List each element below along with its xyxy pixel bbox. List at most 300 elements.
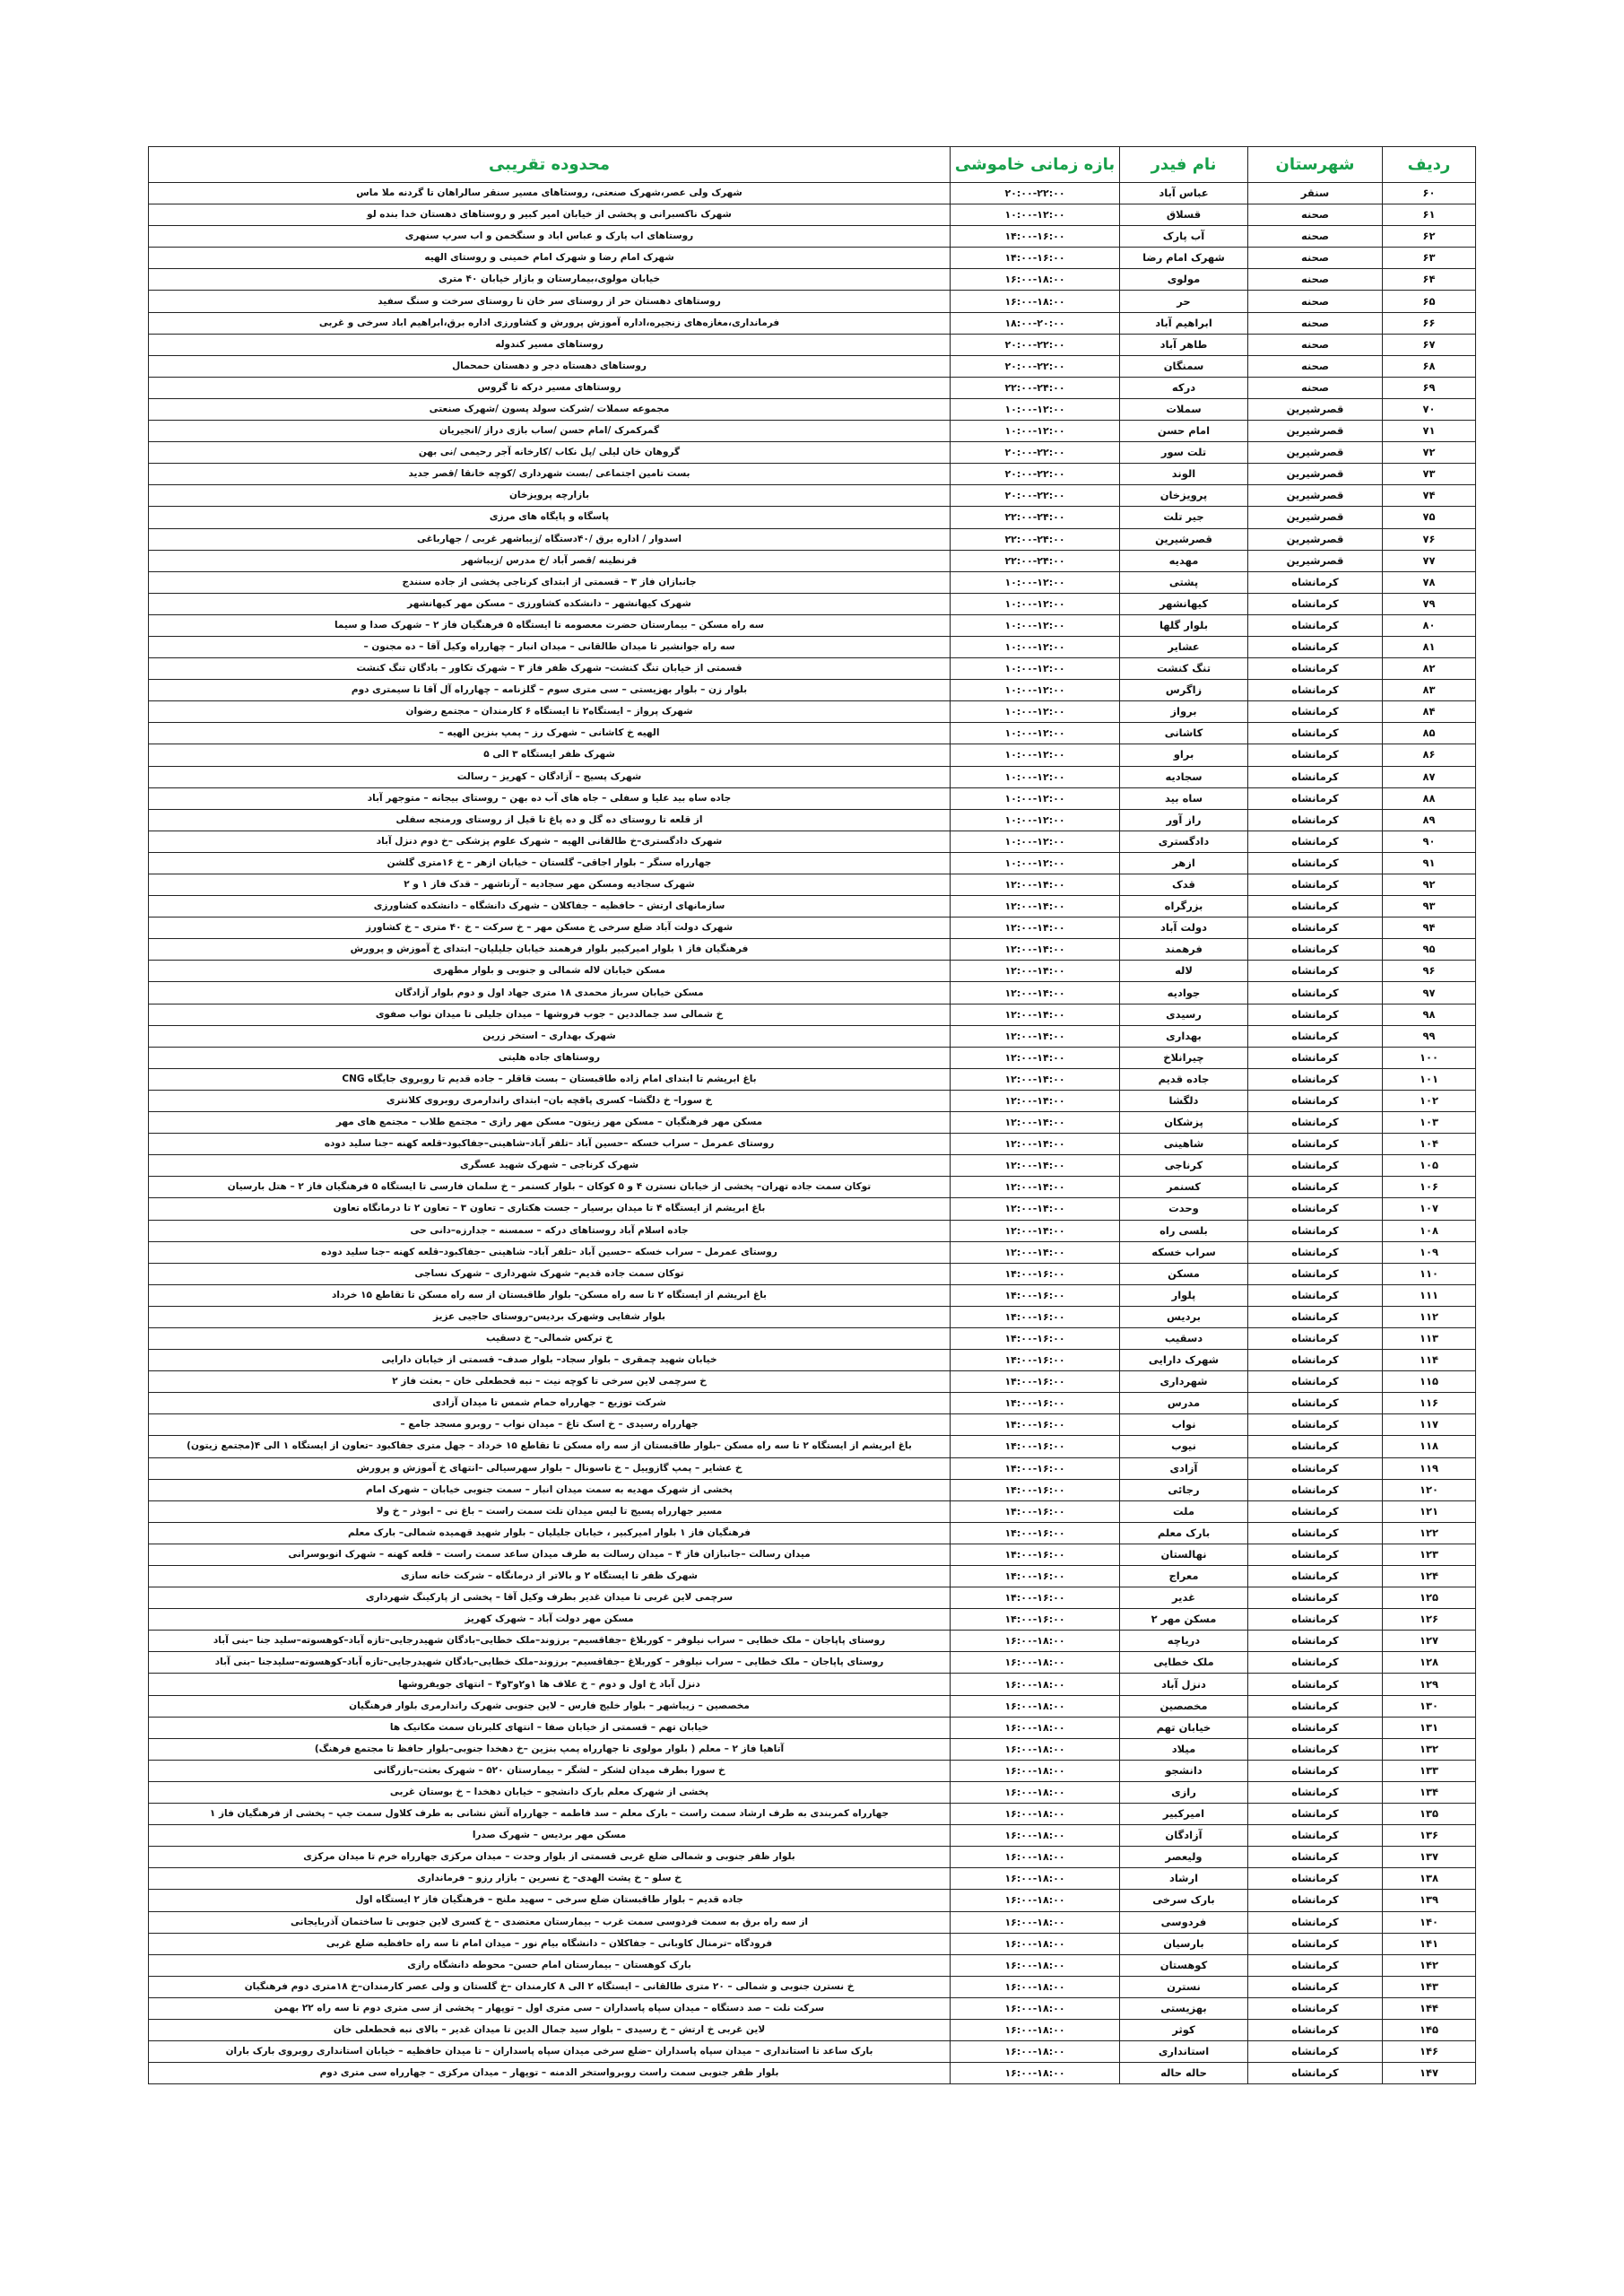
cell-row-number: ۱۳۶ bbox=[1383, 1825, 1476, 1847]
cell-outage-time: ۱۲:۰۰-۱۴:۰۰ bbox=[951, 1112, 1120, 1134]
cell-feeder: حر bbox=[1120, 291, 1248, 312]
cell-area: سه راه مسکن – بیمارستان حضرت معصومه تا ایستگاه ۵ فرهنگیان فاز ۲ – شهرک صدا و سیما bbox=[149, 614, 951, 636]
cell-row-number: ۷۸ bbox=[1383, 571, 1476, 593]
cell-feeder: بهزیستی bbox=[1120, 1997, 1248, 2019]
table-row bbox=[149, 1090, 1476, 1111]
cell-outage-time: ۱۴:۰۰-۱۶:۰۰ bbox=[951, 1350, 1120, 1371]
table-row bbox=[149, 1566, 1476, 1587]
cell-area: خ سلو – خ پشت الهدی– خ نسرین – بازار رزو – فرمانداری bbox=[149, 1868, 951, 1890]
cell-row-number: ۱۲۱ bbox=[1383, 1500, 1476, 1522]
cell-area: شهرک کیهانشهر – دانشکده کشاورزی – مسکن مهر کیهانشهر bbox=[149, 593, 951, 614]
cell-area: مسکن مهر دولت آباد – شهرک کهریز bbox=[149, 1609, 951, 1631]
cell-feeder: پشتی bbox=[1120, 571, 1248, 593]
table-row bbox=[149, 831, 1476, 852]
cell-outage-time: ۱۰:۰۰-۱۲:۰۰ bbox=[951, 831, 1120, 852]
cell-row-number: ۸۵ bbox=[1383, 723, 1476, 744]
cell-area: فرودگاه –ترمنال کاوبانی – جفاکلان – دانشگاه بیام نور – میدان امام تا سه راه حافظیه ضلع غربی bbox=[149, 1933, 951, 1954]
cell-area: شهرک دولت آباد ضلع سرخی خ مسکن مهر – خ سرکت – خ ۴۰ متری – خ کشاورز bbox=[149, 918, 951, 939]
table-row bbox=[149, 528, 1476, 550]
cell-feeder: دسقیب bbox=[1120, 1327, 1248, 1349]
cell-area: روستای پاپاجان – ملک خطایی – سراب نیلوفر – کوربلاغ –جفاقسیم– برزوند–ملک خطایی–بادگان شهیدرجایی–تازه آباد–کوهسوته–سلیدجنا –بنی آباد bbox=[149, 1652, 951, 1674]
cell-row-number: ۱۳۹ bbox=[1383, 1890, 1476, 1911]
cell-outage-time: ۱۰:۰۰-۱۲:۰۰ bbox=[951, 787, 1120, 809]
cell-outage-time: ۱۶:۰۰-۱۸:۰۰ bbox=[951, 1781, 1120, 1803]
table-row bbox=[149, 1544, 1476, 1565]
cell-area: مجموعه سملات /شرکت سولد پسون /شهرک صنعتی bbox=[149, 398, 951, 420]
cell-row-number: ۱۲۹ bbox=[1383, 1674, 1476, 1695]
cell-county: کرمانشاه bbox=[1248, 1781, 1383, 1803]
cell-area: جهارراه سنگر – بلوار اجاقی– گلستان – خیابان ازهر – خ ۱۶متری گلشن bbox=[149, 852, 951, 874]
cell-county: کرمانشاه bbox=[1248, 1717, 1383, 1738]
cell-county: کرمانشاه bbox=[1248, 2041, 1383, 2063]
cell-outage-time: ۱۰:۰۰-۱۲:۰۰ bbox=[951, 766, 1120, 787]
cell-row-number: ۱۰۹ bbox=[1383, 1241, 1476, 1263]
cell-area: خ ترکس شمالی– خ دسقیب bbox=[149, 1327, 951, 1349]
cell-area: خ سورا بطرف میدان لشکر – لشگر – بیمارستان ۵۲۰ – شهرک بعثت–بازرگانی bbox=[149, 1760, 951, 1781]
cell-row-number: ۶۵ bbox=[1383, 291, 1476, 312]
cell-outage-time: ۱۲:۰۰-۱۴:۰۰ bbox=[951, 874, 1120, 896]
cell-area: قسمتی از خیابان تنگ کنشت– شهرک ظفر فاز ۳ – شهرک تکاور – بادگان تنگ کنشت bbox=[149, 658, 951, 680]
cell-row-number: ۱۳۰ bbox=[1383, 1695, 1476, 1717]
cell-area: مسکن مهر فرهنگیان – مسکن مهر زیتون– مسکن مهر رازی – مجتمع طلاب – مجتمع های مهر bbox=[149, 1112, 951, 1134]
table-row bbox=[149, 1825, 1476, 1847]
cell-row-number: ۱۲۲ bbox=[1383, 1522, 1476, 1544]
cell-feeder: قدک bbox=[1120, 874, 1248, 896]
cell-area: الهیه خ کاشانی – شهرک رز – پمپ بنزین الهیه – bbox=[149, 723, 951, 744]
cell-outage-time: ۱۴:۰۰-۱۶:۰۰ bbox=[951, 1371, 1120, 1393]
cell-area: جانبازان فاز ۳ – قسمتی از ابتدای کرناجی پخشی از جاده سنندج bbox=[149, 571, 951, 593]
cell-row-number: ۹۶ bbox=[1383, 961, 1476, 982]
table-row bbox=[149, 809, 1476, 831]
cell-county: کرمانشاه bbox=[1248, 1997, 1383, 2019]
table-row bbox=[149, 1760, 1476, 1781]
cell-row-number: ۹۳ bbox=[1383, 896, 1476, 918]
outage-schedule-sheet bbox=[148, 146, 1475, 2084]
cell-row-number: ۱۰۷ bbox=[1383, 1198, 1476, 1220]
cell-feeder: بهداری bbox=[1120, 1025, 1248, 1047]
cell-row-number: ۱۲۸ bbox=[1383, 1652, 1476, 1674]
cell-area: روستاهای دهستاه دجر و دهستان حمحمال bbox=[149, 355, 951, 377]
cell-outage-time: ۱۲:۰۰-۱۴:۰۰ bbox=[951, 1004, 1120, 1025]
cell-area: مسکن مهر بردیس – شهرک صدرا bbox=[149, 1825, 951, 1847]
table-row bbox=[149, 680, 1476, 701]
cell-row-number: ۷۹ bbox=[1383, 593, 1476, 614]
cell-row-number: ۹۹ bbox=[1383, 1025, 1476, 1047]
cell-area: خ سرچمی لاین سرخی تا کوچه نیت – نبه قحطعلی خان – بعثت فاز ۲ bbox=[149, 1371, 951, 1393]
cell-feeder: تلت سور bbox=[1120, 442, 1248, 464]
cell-county: کرمانشاه bbox=[1248, 571, 1383, 593]
cell-county: کرمانشاه bbox=[1248, 1457, 1383, 1479]
cell-area: جاده اسلام آباد روستاهای درکه – سمسنه – جدارزه–دانی حی bbox=[149, 1220, 951, 1241]
cell-row-number: ۶۹ bbox=[1383, 377, 1476, 398]
cell-county: کرمانشاه bbox=[1248, 961, 1383, 982]
cell-outage-time: ۱۶:۰۰-۱۸:۰۰ bbox=[951, 1868, 1120, 1890]
cell-outage-time: ۱۲:۰۰-۱۴:۰۰ bbox=[951, 961, 1120, 982]
table-row bbox=[149, 1933, 1476, 1954]
cell-outage-time: ۱۶:۰۰-۱۸:۰۰ bbox=[951, 1717, 1120, 1738]
cell-row-number: ۱۰۱ bbox=[1383, 1068, 1476, 1090]
cell-row-number: ۱۳۸ bbox=[1383, 1868, 1476, 1890]
cell-county: کرمانشاه bbox=[1248, 1631, 1383, 1652]
cell-area: فرمانداری،مغازه‌های زنجیره،اداره آموزش پرورش و کشاورزی اداره برق،ابراهیم اباد سرخی و غربی bbox=[149, 312, 951, 334]
cell-row-number: ۱۱۵ bbox=[1383, 1371, 1476, 1393]
cell-area: از قلعه تا روستای ده گل و ده پاغ تا قیل از روستای ورمنجه سفلی bbox=[149, 809, 951, 831]
cell-feeder: غدیر bbox=[1120, 1587, 1248, 1609]
table-row bbox=[149, 1457, 1476, 1479]
cell-row-number: ۱۰۵ bbox=[1383, 1155, 1476, 1177]
cell-row-number: ۷۱ bbox=[1383, 421, 1476, 442]
header-outage-time: بازه زمانی خاموشی bbox=[951, 147, 1120, 183]
cell-outage-time: ۱۶:۰۰-۱۸:۰۰ bbox=[951, 291, 1120, 312]
cell-row-number: ۸۸ bbox=[1383, 787, 1476, 809]
cell-county: کرمانشاه bbox=[1248, 1500, 1383, 1522]
table-row bbox=[149, 1997, 1476, 2019]
cell-outage-time: ۱۴:۰۰-۱۶:۰۰ bbox=[951, 1306, 1120, 1327]
cell-outage-time: ۱۶:۰۰-۱۸:۰۰ bbox=[951, 2019, 1120, 2040]
cell-outage-time: ۱۴:۰۰-۱۶:۰۰ bbox=[951, 1327, 1120, 1349]
cell-row-number: ۱۱۰ bbox=[1383, 1263, 1476, 1284]
cell-area: پاسگاه و پایگاه های مرزی bbox=[149, 507, 951, 528]
table-row bbox=[149, 658, 1476, 680]
cell-row-number: ۱۳۷ bbox=[1383, 1847, 1476, 1868]
cell-feeder: شهرک امام رضا bbox=[1120, 248, 1248, 269]
table-row bbox=[149, 2063, 1476, 2084]
cell-row-number: ۱۲۳ bbox=[1383, 1544, 1476, 1565]
table-row bbox=[149, 269, 1476, 291]
cell-outage-time: ۱۶:۰۰-۱۸:۰۰ bbox=[951, 1674, 1120, 1695]
cell-row-number: ۸۲ bbox=[1383, 658, 1476, 680]
cell-row-number: ۷۶ bbox=[1383, 528, 1476, 550]
cell-area: بارک ساعد تا استانداری – میدان سپاه پاسداران –ضلع سرخی میدان سپاه پاسداران – تا میدان حافظیه – خیابان استانداری روبروی بارک باران bbox=[149, 2041, 951, 2063]
table-row bbox=[149, 1284, 1476, 1306]
cell-row-number: ۱۳۵ bbox=[1383, 1804, 1476, 1825]
cell-feeder: نهالستان bbox=[1120, 1544, 1248, 1565]
cell-outage-time: ۱۶:۰۰-۱۸:۰۰ bbox=[951, 1847, 1120, 1868]
cell-area: مخصصین – زیباشهر – بلوار خلیج فارس – لاین جنوبی شهرک راندارمری بلوار فرهنگیان bbox=[149, 1695, 951, 1717]
cell-feeder: مولوی bbox=[1120, 269, 1248, 291]
cell-area: گروهان خان لیلی /پل نکاب /کارخانه آجر رحیمی /نی بهن bbox=[149, 442, 951, 464]
cell-area: مسکن خیابان سرباز محمدی ۱۸ متری جهاد اول و دوم بلوار آزادگان bbox=[149, 982, 951, 1004]
table-row bbox=[149, 2041, 1476, 2063]
cell-outage-time: ۱۰:۰۰-۱۲:۰۰ bbox=[951, 809, 1120, 831]
cell-county: کرمانشاه bbox=[1248, 1241, 1383, 1263]
cell-row-number: ۱۰۰ bbox=[1383, 1047, 1476, 1068]
cell-feeder: کاشانی bbox=[1120, 723, 1248, 744]
cell-area: بارک کوهستان – بیمارستان امام حسن– محوطه دانشگاه رازی bbox=[149, 1954, 951, 1976]
cell-row-number: ۱۳۲ bbox=[1383, 1738, 1476, 1760]
table-row bbox=[149, 571, 1476, 593]
cell-feeder: سراب خسکه bbox=[1120, 1241, 1248, 1263]
cell-outage-time: ۲۰:۰۰-۲۲:۰۰ bbox=[951, 442, 1120, 464]
table-row bbox=[149, 1609, 1476, 1631]
cell-area: مسکن خیابان لاله شمالی و جنوبی و بلوار مطهری bbox=[149, 961, 951, 982]
cell-feeder: مسکن مهر ۲ bbox=[1120, 1609, 1248, 1631]
cell-area: شهرک بهداری – استخر زرین bbox=[149, 1025, 951, 1047]
cell-area: جهارراه رسیدی – خ اسک تاغ – میدان نواب – روبرو مسجد جامع – bbox=[149, 1414, 951, 1436]
cell-outage-time: ۲۲:۰۰-۲۴:۰۰ bbox=[951, 377, 1120, 398]
table-row bbox=[149, 421, 1476, 442]
cell-area: روستای پاپاجان – ملک خطایی – سراب نیلوفر – کوربلاغ –جفاقسیم– برزوند–ملک خطایی–بادگان شهیدرجایی–تازه آباد–کوهسوته–سلید جنا –بنی آباد bbox=[149, 1631, 951, 1652]
cell-outage-time: ۱۲:۰۰-۱۴:۰۰ bbox=[951, 1177, 1120, 1198]
cell-feeder: بزرگراه bbox=[1120, 896, 1248, 918]
table-row bbox=[149, 1500, 1476, 1522]
cell-county: کرمانشاه bbox=[1248, 1155, 1383, 1177]
cell-row-number: ۱۲۷ bbox=[1383, 1631, 1476, 1652]
cell-area: خ عشایر – پمپ گازوییل – خ ناسونال – بلوار سهرسیالی –انتهای خ آموزش و پرورش bbox=[149, 1457, 951, 1479]
cell-feeder: بارک معلم bbox=[1120, 1522, 1248, 1544]
cell-area: شهرک دادگستری–خ طالقانی الهیه – شهرک علوم پزشکی –خ دوم دنزل آباد bbox=[149, 831, 951, 852]
cell-row-number: ۸۹ bbox=[1383, 809, 1476, 831]
cell-outage-time: ۲۰:۰۰-۲۲:۰۰ bbox=[951, 464, 1120, 485]
table-row bbox=[149, 1911, 1476, 1933]
cell-county: کرمانشاه bbox=[1248, 1327, 1383, 1349]
cell-outage-time: ۱۲:۰۰-۱۴:۰۰ bbox=[951, 1241, 1120, 1263]
table-row bbox=[149, 1393, 1476, 1414]
table-row bbox=[149, 1631, 1476, 1652]
cell-county: صحنه bbox=[1248, 248, 1383, 269]
cell-feeder: نسترن bbox=[1120, 1976, 1248, 1997]
cell-row-number: ۱۱۹ bbox=[1383, 1457, 1476, 1479]
cell-county: کرمانشاه bbox=[1248, 636, 1383, 657]
table-row bbox=[149, 1025, 1476, 1047]
table-row bbox=[149, 464, 1476, 485]
cell-row-number: ۱۴۷ bbox=[1383, 2063, 1476, 2084]
table-row bbox=[149, 744, 1476, 766]
table-row bbox=[149, 1134, 1476, 1155]
cell-row-number: ۸۶ bbox=[1383, 744, 1476, 766]
table-row bbox=[149, 1695, 1476, 1717]
cell-outage-time: ۱۶:۰۰-۱۸:۰۰ bbox=[951, 269, 1120, 291]
cell-outage-time: ۱۸:۰۰-۲۰:۰۰ bbox=[951, 312, 1120, 334]
cell-area: شهرک امام رضا و شهرک امام خمینی و روستای الهیه bbox=[149, 248, 951, 269]
table-row bbox=[149, 1241, 1476, 1263]
table-row bbox=[149, 1652, 1476, 1674]
cell-row-number: ۸۰ bbox=[1383, 614, 1476, 636]
cell-outage-time: ۱۲:۰۰-۱۴:۰۰ bbox=[951, 1220, 1120, 1241]
header-feeder: نام فیدر bbox=[1120, 147, 1248, 183]
cell-outage-time: ۱۴:۰۰-۱۶:۰۰ bbox=[951, 1414, 1120, 1436]
table-row bbox=[149, 961, 1476, 982]
cell-feeder: شهرک دارایی bbox=[1120, 1350, 1248, 1371]
cell-feeder: حاله حاله bbox=[1120, 2063, 1248, 2084]
cell-feeder: امیرکبیر bbox=[1120, 1804, 1248, 1825]
header-county: شهرستان bbox=[1248, 147, 1383, 183]
table-row bbox=[149, 355, 1476, 377]
cell-row-number: ۹۲ bbox=[1383, 874, 1476, 896]
cell-county: قصرشیرین bbox=[1248, 442, 1383, 464]
cell-county: کرمانشاه bbox=[1248, 1177, 1383, 1198]
cell-outage-time: ۱۰:۰۰-۱۲:۰۰ bbox=[951, 421, 1120, 442]
cell-outage-time: ۱۰:۰۰-۱۲:۰۰ bbox=[951, 571, 1120, 593]
cell-feeder: رجائی bbox=[1120, 1479, 1248, 1500]
cell-county: کرمانشاه bbox=[1248, 2063, 1383, 2084]
cell-county: کرمانشاه bbox=[1248, 1976, 1383, 1997]
cell-outage-time: ۱۶:۰۰-۱۸:۰۰ bbox=[951, 1997, 1120, 2019]
cell-area: گمرکمرک /امام حسن /ساب بازی دراز /انجیریان bbox=[149, 421, 951, 442]
table-row bbox=[149, 1414, 1476, 1436]
cell-outage-time: ۱۶:۰۰-۱۸:۰۰ bbox=[951, 1976, 1120, 1997]
cell-county: کرمانشاه bbox=[1248, 1522, 1383, 1544]
cell-area: توکان سمت جاده قدیم– شهرک شهرداری – شهرک نساجی bbox=[149, 1263, 951, 1284]
cell-feeder: آب پارک bbox=[1120, 226, 1248, 248]
cell-feeder: استانداری bbox=[1120, 2041, 1248, 2063]
cell-county: کرمانشاه bbox=[1248, 1263, 1383, 1284]
cell-row-number: ۹۵ bbox=[1383, 939, 1476, 961]
cell-area: لاین غربی خ ارتش – خ رسیدی – بلوار سید جمال الدین تا میدان غدیر – بالای نبه قحطعلی خان bbox=[149, 2019, 951, 2040]
cell-outage-time: ۱۲:۰۰-۱۴:۰۰ bbox=[951, 896, 1120, 918]
cell-row-number: ۱۴۱ bbox=[1383, 1933, 1476, 1954]
cell-county: کرمانشاه bbox=[1248, 982, 1383, 1004]
table-row bbox=[149, 918, 1476, 939]
cell-area: شهرک پرواز – ایستگاه۲ تا ایستگاه ۶ کارمندان – مجتمع رضوان bbox=[149, 701, 951, 723]
cell-row-number: ۸۳ bbox=[1383, 680, 1476, 701]
table-row bbox=[149, 377, 1476, 398]
cell-feeder: چیرانلاخ bbox=[1120, 1047, 1248, 1068]
cell-area: شرکت توزیع – جهارراه حمام شمس تا میدان آزادی bbox=[149, 1393, 951, 1414]
cell-outage-time: ۱۰:۰۰-۱۲:۰۰ bbox=[951, 398, 1120, 420]
cell-county: صحنه bbox=[1248, 269, 1383, 291]
cell-feeder: مهدیه bbox=[1120, 550, 1248, 571]
cell-outage-time: ۱۰:۰۰-۱۲:۰۰ bbox=[951, 614, 1120, 636]
cell-feeder: ابراهیم آباد bbox=[1120, 312, 1248, 334]
cell-outage-time: ۱۶:۰۰-۱۸:۰۰ bbox=[951, 1911, 1120, 1933]
table-row bbox=[149, 1068, 1476, 1090]
cell-row-number: ۱۰۲ bbox=[1383, 1090, 1476, 1111]
cell-outage-time: ۱۶:۰۰-۱۸:۰۰ bbox=[951, 1890, 1120, 1911]
cell-area: آتاهیا فاز ۲ – معلم ( بلوار مولوی تا جهارراه پمپ بنزین –خ دهخدا جنوبی–بلوار حافظ تا مجتمع فرهنگ) bbox=[149, 1738, 951, 1760]
cell-area: شهرک ظفر ایستگاه ۳ الی ۵ bbox=[149, 744, 951, 766]
cell-county: کرمانشاه bbox=[1248, 852, 1383, 874]
cell-county: کرمانشاه bbox=[1248, 1544, 1383, 1565]
cell-county: کرمانشاه bbox=[1248, 1695, 1383, 1717]
cell-county: کرمانشاه bbox=[1248, 1112, 1383, 1134]
cell-county: قصرشیرین bbox=[1248, 398, 1383, 420]
cell-area: سازمانهای ارتش – حافظیه – جفاکلان – شهرک دانشگاه – دانشکده کشاورزی bbox=[149, 896, 951, 918]
cell-area: جهارراه کمربندی به طرف ارشاد سمت راست – بارک معلم – سد فاطمه – جهارراه آتش نشانی به طرف کلاول سمت جپ – پخشی از فرهنگیان فاز ۱ bbox=[149, 1804, 951, 1825]
cell-outage-time: ۱۶:۰۰-۱۸:۰۰ bbox=[951, 1825, 1120, 1847]
table-row bbox=[149, 1155, 1476, 1177]
cell-row-number: ۸۴ bbox=[1383, 701, 1476, 723]
cell-area: روستاهای مسیر کندوله bbox=[149, 334, 951, 355]
cell-outage-time: ۱۶:۰۰-۱۸:۰۰ bbox=[951, 1652, 1120, 1674]
cell-county: کرمانشاه bbox=[1248, 896, 1383, 918]
table-body bbox=[149, 183, 1476, 2084]
cell-county: کرمانشاه bbox=[1248, 1350, 1383, 1371]
cell-county: کرمانشاه bbox=[1248, 1804, 1383, 1825]
cell-outage-time: ۲۲:۰۰-۲۴:۰۰ bbox=[951, 528, 1120, 550]
cell-feeder: مخصصین bbox=[1120, 1695, 1248, 1717]
cell-outage-time: ۱۴:۰۰-۱۶:۰۰ bbox=[951, 1609, 1120, 1631]
cell-county: قصرشیرین bbox=[1248, 485, 1383, 507]
cell-feeder: لاله bbox=[1120, 961, 1248, 982]
cell-row-number: ۱۱۱ bbox=[1383, 1284, 1476, 1306]
cell-county: کرمانشاه bbox=[1248, 701, 1383, 723]
cell-row-number: ۱۱۴ bbox=[1383, 1350, 1476, 1371]
cell-county: کرمانشاه bbox=[1248, 939, 1383, 961]
cell-county: کرمانشاه bbox=[1248, 614, 1383, 636]
cell-county: کرمانشاه bbox=[1248, 658, 1383, 680]
cell-feeder: دادگستری bbox=[1120, 831, 1248, 852]
cell-county: کرمانشاه bbox=[1248, 2019, 1383, 2040]
cell-outage-time: ۱۲:۰۰-۱۴:۰۰ bbox=[951, 1155, 1120, 1177]
cell-feeder: دریاچه bbox=[1120, 1631, 1248, 1652]
table-row bbox=[149, 1306, 1476, 1327]
cell-outage-time: ۱۰:۰۰-۱۲:۰۰ bbox=[951, 723, 1120, 744]
cell-outage-time: ۱۴:۰۰-۱۶:۰۰ bbox=[951, 1522, 1120, 1544]
cell-row-number: ۶۶ bbox=[1383, 312, 1476, 334]
cell-row-number: ۹۰ bbox=[1383, 831, 1476, 852]
table-row bbox=[149, 1738, 1476, 1760]
cell-area: خیابان مولوی،بیمارستان و بازار خیابان ۴۰ متری bbox=[149, 269, 951, 291]
table-row bbox=[149, 248, 1476, 269]
cell-county: کرمانشاه bbox=[1248, 1890, 1383, 1911]
cell-county: کرمانشاه bbox=[1248, 723, 1383, 744]
cell-feeder: عشایر bbox=[1120, 636, 1248, 657]
cell-row-number: ۷۰ bbox=[1383, 398, 1476, 420]
cell-feeder: بلسی راه bbox=[1120, 1220, 1248, 1241]
table-row bbox=[149, 1436, 1476, 1457]
cell-county: کرمانشاه bbox=[1248, 744, 1383, 766]
cell-outage-time: ۱۶:۰۰-۱۸:۰۰ bbox=[951, 1631, 1120, 1652]
cell-feeder: برواز bbox=[1120, 701, 1248, 723]
cell-row-number: ۶۲ bbox=[1383, 226, 1476, 248]
cell-county: کرمانشاه bbox=[1248, 766, 1383, 787]
header-row-number: ردیف bbox=[1383, 147, 1476, 183]
cell-outage-time: ۲۲:۰۰-۲۴:۰۰ bbox=[951, 550, 1120, 571]
cell-county: کرمانشاه bbox=[1248, 1825, 1383, 1847]
table-row bbox=[149, 982, 1476, 1004]
cell-feeder: امام حسن bbox=[1120, 421, 1248, 442]
cell-area: جاده ساه بید علیا و سفلی – جاه های آب ده بهن – روستای بیجانه – متوجهر آباد bbox=[149, 787, 951, 809]
cell-outage-time: ۱۲:۰۰-۱۴:۰۰ bbox=[951, 1198, 1120, 1220]
cell-row-number: ۹۸ bbox=[1383, 1004, 1476, 1025]
cell-feeder: الوند bbox=[1120, 464, 1248, 485]
table-row bbox=[149, 614, 1476, 636]
cell-feeder: عباس آباد bbox=[1120, 183, 1248, 204]
cell-feeder: سمنگان bbox=[1120, 355, 1248, 377]
table-row bbox=[149, 1804, 1476, 1825]
table-row bbox=[149, 1954, 1476, 1976]
cell-row-number: ۱۴۰ bbox=[1383, 1911, 1476, 1933]
cell-outage-time: ۱۴:۰۰-۱۶:۰۰ bbox=[951, 1436, 1120, 1457]
cell-outage-time: ۱۴:۰۰-۱۶:۰۰ bbox=[951, 1500, 1120, 1522]
cell-row-number: ۱۱۳ bbox=[1383, 1327, 1476, 1349]
cell-outage-time: ۱۰:۰۰-۱۲:۰۰ bbox=[951, 636, 1120, 657]
cell-feeder: فرهمند bbox=[1120, 939, 1248, 961]
table-row bbox=[149, 852, 1476, 874]
table-row bbox=[149, 1847, 1476, 1868]
cell-county: صحنه bbox=[1248, 312, 1383, 334]
cell-area: دنزل آباد خ اول و دوم – خ علاف ها ۱و۲و۳و۴ – انتهای جویفروشها bbox=[149, 1674, 951, 1695]
cell-feeder: دلگشا bbox=[1120, 1090, 1248, 1111]
cell-row-number: ۱۱۶ bbox=[1383, 1393, 1476, 1414]
table-row bbox=[149, 183, 1476, 204]
table-row bbox=[149, 1177, 1476, 1198]
cell-county: کرمانشاه bbox=[1248, 1284, 1383, 1306]
table-row bbox=[149, 1371, 1476, 1393]
table-row bbox=[149, 874, 1476, 896]
cell-feeder: دولت آباد bbox=[1120, 918, 1248, 939]
table-row bbox=[149, 507, 1476, 528]
cell-county: صحنه bbox=[1248, 204, 1383, 226]
cell-county: کرمانشاه bbox=[1248, 1068, 1383, 1090]
cell-outage-time: ۲۰:۰۰-۲۲:۰۰ bbox=[951, 355, 1120, 377]
cell-row-number: ۱۴۶ bbox=[1383, 2041, 1476, 2063]
cell-outage-time: ۲۰:۰۰-۲۲:۰۰ bbox=[951, 183, 1120, 204]
cell-area: قرنطینه /قصر آباد /خ مدرس /زیباشهر bbox=[149, 550, 951, 571]
cell-area: سه راه جوانشیر تا میدان طالقانی – میدان انبار – چهارراه وکیل آقا – ده مجنون – bbox=[149, 636, 951, 657]
cell-area: توکان سمت جاده تهران– پخشی از خیابان نسترن ۴ و ۵ کوکان – بلوار کسنمر – خ سلمان فارسی تا ایستگاه ۵ فرهنگیان فاز ۲ – هتل بارسیان bbox=[149, 1177, 951, 1198]
